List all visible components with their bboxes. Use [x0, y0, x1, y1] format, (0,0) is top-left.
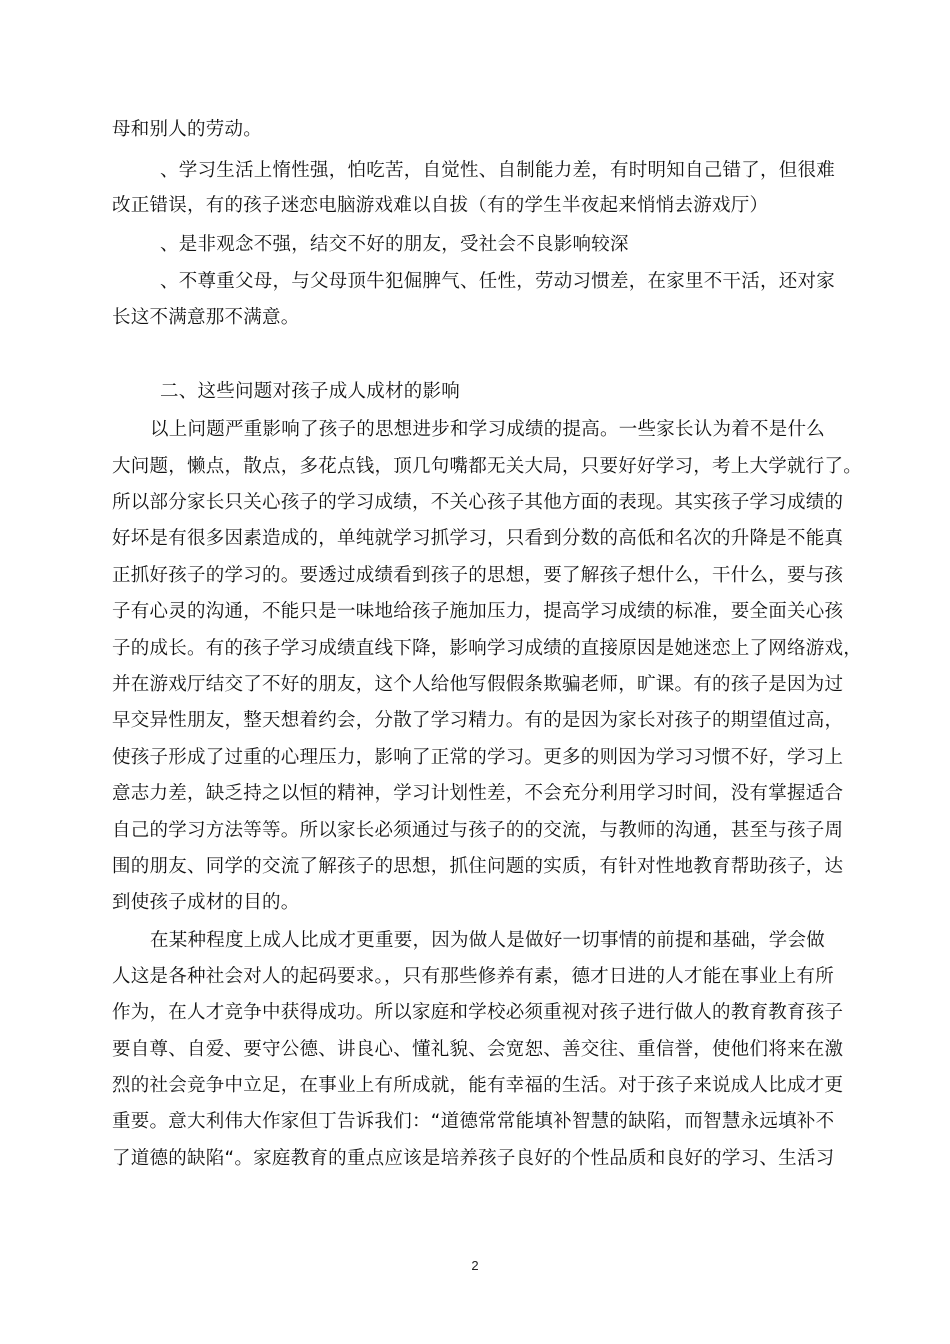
text-line: 大问题，懒点，散点，多花点钱，顶几句嘴都无关大局，只要好好学习，考上大学就行了。 [112, 456, 863, 477]
text-line: 在某种程度上成人比成才更重要，因为做人是做好一切事情的前提和基础，学会做 [150, 930, 826, 951]
text-line: 自己的学习方法等等。所以家长必须通过与孩子的的交流，与教师的沟通，甚至与孩子周 [112, 820, 844, 841]
text-line: 子有心灵的沟通，不能只是一味地给孩子施加压力，提高学习成绩的标准，要全面关心孩 [112, 601, 844, 622]
section-heading: 二、这些问题对孩子成人成材的影响 [160, 381, 461, 402]
text-line: 子的成长。有的孩子学习成绩直线下降，影响学习成绩的直接原因是她迷恋上了网络游戏， [112, 638, 863, 659]
text-line: 改正错误，有的孩子迷恋电脑游戏难以自拔（有的学生半夜起来悄悄去游戏厅） [112, 195, 769, 216]
text-line: 以上问题严重影响了孩子的思想进步和学习成绩的提高。一些家长认为着不是什么 [150, 419, 826, 440]
text-line: 意志力差，缺乏持之以恒的精神，学习计划性差，不会充分利用学习时间，没有掌握适合 [112, 783, 844, 804]
text-line: 使孩子形成了过重的心理压力，影响了正常的学习。更多的则因为学习习惯不好，学习上 [112, 747, 844, 768]
text-line: 、学习生活上惰性强，怕吃苦，自觉性、自制能力差，有时明知自己错了，但很难 [160, 160, 836, 181]
text-line: 要自尊、自爱、要守公德、讲良心、懂礼貌、会宽恕、善交往、重信誉，使他们将来在激 [112, 1039, 844, 1060]
text-line: 作为，在人才竞争中获得成功。所以家庭和学校必须重视对孩子进行做人的教育教育孩子 [112, 1002, 844, 1023]
text-line: 、不尊重父母，与父母顶牛犯倔脾气、任性，劳动习惯差，在家里不干活，还对家 [160, 271, 836, 292]
page-number: 2 [471, 1258, 479, 1273]
text-line: 到使孩子成材的目的。 [112, 892, 300, 913]
text-line: 重要。意大利伟大作家但丁告诉我们：“道德常常能填补智慧的缺陷，而智慧永远填补不 [112, 1111, 835, 1132]
text-line: 、是非观念不强，结交不好的朋友，受社会不良影响较深 [160, 234, 629, 255]
text-line: 母和别人的劳动。 [112, 119, 263, 140]
text-line: 并在游戏厅结交了不好的朋友，这个人给他写假假条欺骗老师，旷课。有的孩子是因为过 [112, 674, 844, 695]
text-line: 所以部分家长只关心孩子的学习成绩，不关心孩子其他方面的表现。其实孩子学习成绩的 [112, 492, 844, 513]
text-line: 围的朋友、同学的交流了解孩子的思想，抓住问题的实质，有针对性地教育帮助孩子，达 [112, 856, 844, 877]
text-line: 好坏是有很多因素造成的，单纯就学习抓学习，只看到分数的高低和名次的升降是不能真 [112, 528, 844, 549]
text-line: 长这不满意那不满意。 [112, 307, 300, 328]
text-line: 早交异性朋友，整天想着约会，分散了学习精力。有的是因为家长对孩子的期望值过高， [112, 710, 844, 731]
text-line: 了道德的缺陷“。家庭教育的重点应该是培养孩子良好的个性品质和良好的学习、生活习 [112, 1148, 835, 1169]
text-line: 烈的社会竞争中立足，在事业上有所成就，能有幸福的生活。对于孩子来说成人比成才更 [112, 1075, 844, 1096]
text-line: 正抓好孩子的学习的。要透过成绩看到孩子的思想，要了解孩子想什么，干什么，要与孩 [112, 565, 844, 586]
text-line: 人这是各种社会对人的起码要求。，只有那些修养有素，德才日进的人才能在事业上有所 [112, 966, 835, 987]
